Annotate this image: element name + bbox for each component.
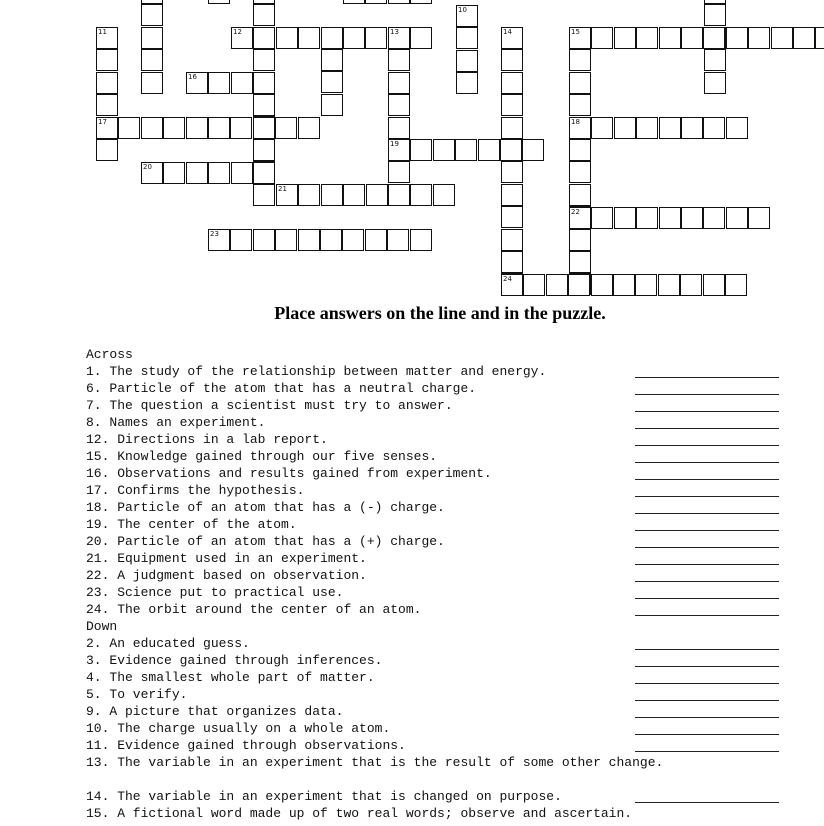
clue-number-19: 19 <box>390 140 399 148</box>
crossword-cell[interactable] <box>591 27 613 49</box>
crossword-cell[interactable] <box>815 27 824 49</box>
down-clue <box>86 652 806 669</box>
answer-line[interactable] <box>635 394 779 395</box>
crossword-cell[interactable] <box>433 139 455 161</box>
across-clue <box>86 431 806 448</box>
crossword-cell[interactable] <box>501 161 523 183</box>
crossword-cell[interactable] <box>343 0 365 4</box>
clue-text: 23. Science put to practical use. <box>86 585 344 600</box>
crossword-cell[interactable] <box>501 184 523 206</box>
crossword-cell[interactable] <box>726 117 748 139</box>
crossword-cell[interactable] <box>659 27 681 49</box>
down-clue <box>86 703 806 720</box>
clue-text: 13. The variable in an experiment that is the result of some other change. <box>86 755 664 770</box>
answer-line[interactable] <box>635 700 779 701</box>
crossword-cell[interactable] <box>253 229 275 251</box>
crossword-cell[interactable] <box>501 251 523 273</box>
down-clue <box>86 686 806 703</box>
crossword-cell[interactable] <box>253 49 275 71</box>
answer-line[interactable] <box>635 411 779 412</box>
crossword-cell[interactable] <box>704 0 726 4</box>
crossword-cell[interactable] <box>501 206 523 228</box>
crossword-cell[interactable] <box>569 251 591 273</box>
crossword-cell[interactable] <box>703 207 725 229</box>
crossword-cell[interactable] <box>388 117 410 139</box>
crossword-cell[interactable] <box>343 184 365 206</box>
clue-text: 6. Particle of the atom that has a neutral charge. <box>86 381 477 396</box>
down-clues <box>86 635 806 822</box>
crossword-cell[interactable] <box>681 207 703 229</box>
crossword-cell[interactable] <box>725 274 747 296</box>
crossword-cell[interactable] <box>500 139 522 161</box>
crossword-cell[interactable] <box>726 27 748 49</box>
crossword-cell[interactable] <box>141 0 163 4</box>
crossword-cell[interactable] <box>636 117 658 139</box>
crossword-cell[interactable] <box>96 49 118 71</box>
crossword-cell[interactable] <box>388 0 410 4</box>
crossword-cell[interactable] <box>208 0 230 4</box>
crossword-cell[interactable] <box>614 117 636 139</box>
crossword-cell[interactable] <box>410 229 432 251</box>
crossword-cell[interactable] <box>703 274 725 296</box>
crossword-cell[interactable] <box>321 71 343 93</box>
clue-text: 18. Particle of an atom that has a (-) charge. <box>86 500 445 515</box>
answer-line[interactable] <box>635 666 779 667</box>
crossword-cell[interactable] <box>569 139 591 161</box>
clue-number-20: 20 <box>143 163 152 171</box>
crossword-cell[interactable] <box>208 72 230 94</box>
crossword-cell[interactable] <box>253 117 275 139</box>
down-clue <box>86 737 806 754</box>
clue-number-11: 11 <box>98 28 107 36</box>
clue-text: 21. Equipment used in an experiment. <box>86 551 367 566</box>
clue-text: 4. The smallest whole part of matter. <box>86 670 375 685</box>
crossword-cell[interactable] <box>704 49 726 71</box>
down-heading: Down <box>86 619 118 634</box>
answer-line[interactable] <box>635 530 779 531</box>
across-clue <box>86 516 806 533</box>
down-clue <box>86 754 806 771</box>
clue-number-16: 16 <box>188 73 197 81</box>
answer-line[interactable] <box>635 581 779 582</box>
crossword-cell[interactable] <box>365 0 387 4</box>
across-heading: Across <box>86 347 133 362</box>
answer-line[interactable] <box>635 615 779 616</box>
crossword-cell[interactable] <box>342 229 364 251</box>
across-clue <box>86 499 806 516</box>
clue-number-18: 18 <box>571 118 580 126</box>
crossword-cell[interactable] <box>613 274 635 296</box>
crossword-cell[interactable] <box>704 72 726 94</box>
across-clue <box>86 465 806 482</box>
crossword-cell[interactable] <box>163 162 185 184</box>
crossword-cell[interactable] <box>253 162 275 184</box>
crossword-cell[interactable] <box>253 72 275 94</box>
answer-line[interactable] <box>635 598 779 599</box>
crossword-cell[interactable] <box>681 27 703 49</box>
crossword-cell[interactable] <box>321 184 343 206</box>
crossword-cell[interactable] <box>456 72 478 94</box>
crossword-cell[interactable] <box>388 94 410 116</box>
crossword-cell[interactable] <box>230 117 252 139</box>
across-clue <box>86 550 806 567</box>
answer-line[interactable] <box>635 683 779 684</box>
across-clue <box>86 448 806 465</box>
crossword-cell[interactable] <box>456 27 478 49</box>
clue-text: 19. The center of the atom. <box>86 517 297 532</box>
crossword-cell[interactable] <box>614 27 636 49</box>
answer-line[interactable] <box>635 547 779 548</box>
down-clue <box>86 635 806 652</box>
crossword-cell[interactable] <box>659 207 681 229</box>
across-clue <box>86 363 806 380</box>
crossword-cell[interactable] <box>748 207 770 229</box>
crossword-cell[interactable] <box>591 117 613 139</box>
crossword-cell[interactable] <box>793 27 815 49</box>
crossword-cell[interactable] <box>141 4 163 26</box>
crossword-cell[interactable] <box>365 27 387 49</box>
crossword-cell[interactable] <box>343 27 365 49</box>
crossword-cell[interactable] <box>208 117 230 139</box>
crossword-cell[interactable] <box>231 162 253 184</box>
clue-text: 11. Evidence gained through observations. <box>86 738 406 753</box>
crossword-cell[interactable] <box>253 139 275 161</box>
crossword-cell[interactable] <box>680 274 702 296</box>
clue-text: 8. Names an experiment. <box>86 415 266 430</box>
across-clue <box>86 584 806 601</box>
crossword-cell[interactable] <box>569 49 591 71</box>
across-clues <box>86 363 806 618</box>
answer-line[interactable] <box>635 649 779 650</box>
crossword-cell[interactable] <box>614 207 636 229</box>
crossword-cell[interactable] <box>298 27 320 49</box>
crossword-cell[interactable] <box>658 274 680 296</box>
across-clue <box>86 601 806 618</box>
crossword-cell[interactable] <box>456 50 478 72</box>
clue-text: 14. The variable in an experiment that is changed on purpose. <box>86 789 562 804</box>
crossword-cell[interactable] <box>433 184 455 206</box>
answer-line[interactable] <box>635 802 779 803</box>
crossword-cell[interactable] <box>141 117 163 139</box>
crossword-cell[interactable] <box>231 72 253 94</box>
crossword-cell[interactable] <box>635 274 657 296</box>
crossword-cell[interactable] <box>568 274 590 296</box>
crossword-cell[interactable] <box>298 229 320 251</box>
answer-line[interactable] <box>635 717 779 718</box>
crossword-cell[interactable] <box>365 229 387 251</box>
clue-text: 16. Observations and results gained from experiment. <box>86 466 492 481</box>
crossword-cell[interactable] <box>388 72 410 94</box>
clue-text: 12. Directions in a lab report. <box>86 432 328 447</box>
answer-line[interactable] <box>635 377 779 378</box>
across-clue <box>86 380 806 397</box>
crossword-cell[interactable] <box>387 229 409 251</box>
crossword-cell[interactable] <box>253 4 275 26</box>
across-clue <box>86 533 806 550</box>
across-clue <box>86 482 806 499</box>
crossword-cell[interactable] <box>636 27 658 49</box>
instruction-heading: Place answers on the line and in the puzzle. <box>274 303 606 323</box>
crossword-cell[interactable] <box>141 27 163 49</box>
clue-text: 17. Confirms the hypothesis. <box>86 483 305 498</box>
answer-line[interactable] <box>635 751 779 752</box>
crossword-cell[interactable] <box>410 0 432 4</box>
crossword-cell[interactable] <box>141 49 163 71</box>
crossword-cell[interactable] <box>704 4 726 26</box>
clue-list <box>86 346 806 822</box>
crossword-cell[interactable] <box>298 117 320 139</box>
crossword-cell[interactable] <box>96 139 118 161</box>
crossword-cell[interactable] <box>230 229 252 251</box>
clue-number-10: 10 <box>458 6 467 14</box>
crossword-cell[interactable] <box>208 162 230 184</box>
crossword-cell[interactable] <box>388 49 410 71</box>
crossword-cell[interactable] <box>659 117 681 139</box>
clue-text: 2. An educated guess. <box>86 636 250 651</box>
clue-number-12: 12 <box>233 28 242 36</box>
clue-text: 24. The orbit around the center of an atom. <box>86 602 422 617</box>
crossword-cell[interactable] <box>636 207 658 229</box>
crossword-cell[interactable] <box>96 72 118 94</box>
crossword-cell[interactable] <box>771 27 793 49</box>
answer-line[interactable] <box>635 513 779 514</box>
crossword-grid <box>0 0 824 300</box>
clue-number-15: 15 <box>571 28 580 36</box>
answer-line[interactable] <box>635 462 779 463</box>
answer-line[interactable] <box>635 445 779 446</box>
clue-number-23: 23 <box>210 230 219 238</box>
crossword-cell[interactable] <box>410 27 432 49</box>
crossword-cell[interactable] <box>410 184 432 206</box>
down-clue <box>86 788 806 805</box>
crossword-cell[interactable] <box>569 72 591 94</box>
answer-line[interactable] <box>635 734 779 735</box>
crossword-cell[interactable] <box>118 117 140 139</box>
crossword-cell[interactable] <box>681 117 703 139</box>
clue-text: 22. A judgment based on observation. <box>86 568 367 583</box>
crossword-cell[interactable] <box>523 274 545 296</box>
crossword-cell[interactable] <box>253 184 275 206</box>
crossword-cell[interactable] <box>569 229 591 251</box>
crossword-cell[interactable] <box>163 117 185 139</box>
crossword-cell[interactable] <box>186 117 208 139</box>
crossword-cell[interactable] <box>410 139 432 161</box>
down-clue <box>86 805 806 822</box>
crossword-cell[interactable] <box>501 94 523 116</box>
crossword-cell[interactable] <box>275 117 297 139</box>
crossword-cell[interactable] <box>186 162 208 184</box>
crossword-cell[interactable] <box>726 207 748 229</box>
crossword-cell[interactable] <box>501 49 523 71</box>
crossword-cell[interactable] <box>96 94 118 116</box>
answer-line[interactable] <box>635 428 779 429</box>
clue-text: 9. A picture that organizes data. <box>86 704 344 719</box>
clue-number-22: 22 <box>571 208 580 216</box>
answer-line[interactable] <box>635 496 779 497</box>
clue-text: 15. A fictional word made up of two real words; observe and ascertain. <box>86 806 633 821</box>
crossword-cell[interactable] <box>501 117 523 139</box>
clue-text: 5. To verify. <box>86 687 188 702</box>
down-clue <box>86 669 806 686</box>
clue-number-24: 24 <box>503 275 512 283</box>
crossword-cell[interactable] <box>703 27 725 49</box>
clue-text: 7. The question a scientist must try to answer. <box>86 398 453 413</box>
clue-text: 15. Knowledge gained through our five senses. <box>86 449 438 464</box>
crossword-cell[interactable] <box>141 72 163 94</box>
clue-text: 3. Evidence gained through inferences. <box>86 653 383 668</box>
crossword-cell[interactable] <box>455 139 477 161</box>
across-clue <box>86 567 806 584</box>
crossword-cell[interactable] <box>591 207 613 229</box>
clue-text: 20. Particle of an atom that has a (+) charge. <box>86 534 445 549</box>
crossword-cell[interactable] <box>321 94 343 116</box>
crossword-cell[interactable] <box>748 27 770 49</box>
crossword-cell[interactable] <box>569 94 591 116</box>
down-clue <box>86 720 806 737</box>
crossword-cell[interactable] <box>569 161 591 183</box>
crossword-cell[interactable] <box>478 139 500 161</box>
crossword-cell[interactable] <box>320 229 342 251</box>
blank-spacer <box>86 771 806 788</box>
crossword-cell[interactable] <box>501 72 523 94</box>
crossword-cell[interactable] <box>501 229 523 251</box>
crossword-cell[interactable] <box>703 117 725 139</box>
crossword-cell[interactable] <box>253 94 275 116</box>
clue-number-14: 14 <box>503 28 512 36</box>
clue-text: 10. The charge usually on a whole atom. <box>86 721 391 736</box>
crossword-cell[interactable] <box>253 27 275 49</box>
crossword-cell[interactable] <box>321 27 343 49</box>
across-clue <box>86 397 806 414</box>
across-clue <box>86 414 806 431</box>
crossword-cell[interactable] <box>388 161 410 183</box>
crossword-cell[interactable] <box>275 229 297 251</box>
crossword-cell[interactable] <box>253 0 275 4</box>
crossword-cell[interactable] <box>388 184 410 206</box>
clue-number-13: 13 <box>390 28 399 36</box>
crossword-cell[interactable] <box>298 184 320 206</box>
answer-line[interactable] <box>635 479 779 480</box>
clue-text: 1. The study of the relationship between matter and energy. <box>86 364 547 379</box>
crossword-cell[interactable] <box>522 139 544 161</box>
clue-number-17: 17 <box>98 118 107 126</box>
clue-number-21: 21 <box>278 185 287 193</box>
crossword-cell[interactable] <box>569 184 591 206</box>
crossword-cell[interactable] <box>321 49 343 71</box>
answer-line[interactable] <box>635 564 779 565</box>
crossword-cell[interactable] <box>546 274 568 296</box>
crossword-cell[interactable] <box>276 27 298 49</box>
crossword-cell[interactable] <box>366 184 388 206</box>
crossword-cell[interactable] <box>591 274 613 296</box>
